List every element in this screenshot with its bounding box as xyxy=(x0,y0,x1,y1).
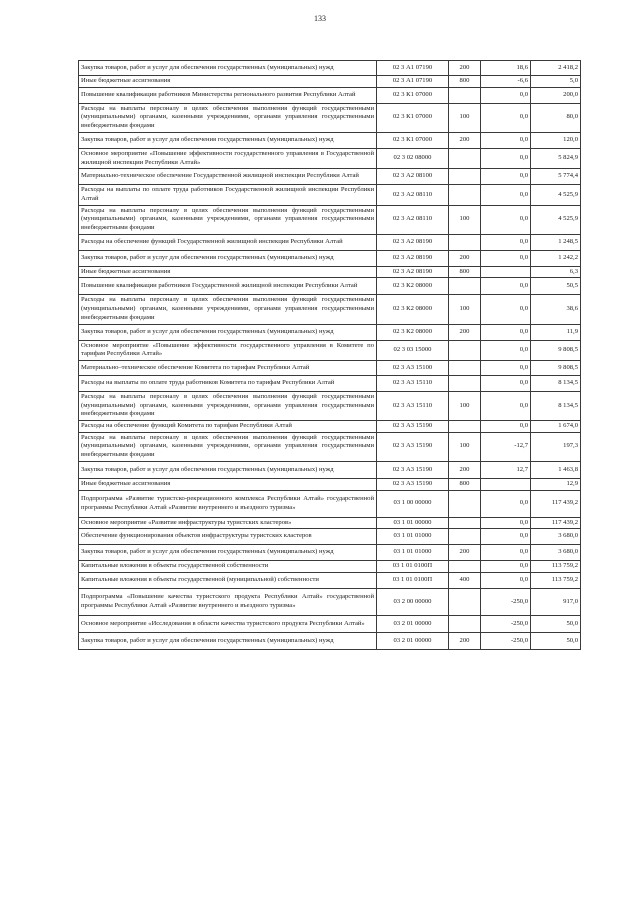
row-expense-type: 100 xyxy=(449,103,481,132)
row-target-code: 02 3 А3 15100 xyxy=(377,360,449,375)
table-row xyxy=(79,432,581,461)
row-change-amount: 0,0 xyxy=(481,517,531,529)
row-target-code: 02 3 А3 15110 xyxy=(377,391,449,420)
row-expense-type xyxy=(449,421,481,433)
row-target-code: 03 1 01 01000 xyxy=(377,545,449,561)
row-change-amount: 0,0 xyxy=(481,375,531,391)
row-expense-type xyxy=(449,490,481,517)
row-expense-type xyxy=(449,234,481,250)
row-item-name: Закупка товаров, работ и услуг для обеспечения государственных (муниципальных) нужд xyxy=(79,632,377,649)
row-target-code: 02 3 А1 07190 xyxy=(377,76,449,88)
row-total-amount: 113 759,2 xyxy=(531,561,581,573)
table-row xyxy=(79,490,581,517)
row-change-amount: 0,0 xyxy=(481,132,531,148)
row-change-amount: 0,0 xyxy=(481,87,531,103)
row-expense-type xyxy=(449,87,481,103)
row-expense-type: 200 xyxy=(449,250,481,266)
row-change-amount: -250,0 xyxy=(481,615,531,632)
budget-table xyxy=(78,60,581,650)
row-total-amount: 8 134,5 xyxy=(531,375,581,391)
row-expense-type xyxy=(449,360,481,375)
row-total-amount: 1 242,2 xyxy=(531,250,581,266)
row-item-name: Повышение квалификации работников Министерства регионального развития Республики Алтай xyxy=(79,87,377,103)
table-row xyxy=(79,148,581,168)
table-row xyxy=(79,234,581,250)
table-row xyxy=(79,360,581,375)
row-total-amount: 3 680,0 xyxy=(531,529,581,545)
row-target-code: 02 3 А3 15190 xyxy=(377,478,449,490)
row-expense-type: 100 xyxy=(449,432,481,461)
row-target-code: 03 2 01 00000 xyxy=(377,632,449,649)
row-total-amount: 117 439,2 xyxy=(531,490,581,517)
row-item-name: Повышение квалификации работников Государственной жилищной инспекции Республики Алтай xyxy=(79,278,377,295)
row-item-name: Основное мероприятие «Исследования в области качества туристского продукта Республики Алтай» xyxy=(79,615,377,632)
row-expense-type xyxy=(449,278,481,295)
row-target-code: 03 2 01 00000 xyxy=(377,615,449,632)
row-target-code: 02 3 К2 08000 xyxy=(377,324,449,340)
row-target-code: 02 3 К1 07000 xyxy=(377,87,449,103)
table-row xyxy=(79,588,581,615)
table-row xyxy=(79,615,581,632)
row-total-amount: 200,0 xyxy=(531,87,581,103)
row-expense-type: 200 xyxy=(449,61,481,76)
row-expense-type: 100 xyxy=(449,205,481,234)
row-total-amount: 9 808,5 xyxy=(531,340,581,360)
table-row xyxy=(79,295,581,324)
row-target-code: 03 1 01 0100П xyxy=(377,572,449,588)
row-expense-type xyxy=(449,517,481,529)
row-change-amount: 0,0 xyxy=(481,421,531,433)
row-expense-type xyxy=(449,148,481,168)
row-total-amount: 917,0 xyxy=(531,588,581,615)
table-row xyxy=(79,545,581,561)
row-item-name: Расходы на выплаты персоналу в целях обеспечения выполнения функций государственными (муниципальными) органами, казенными учреждениями, органами управления государственными внебюджетными фондами xyxy=(79,295,377,324)
row-item-name: Иные бюджетные ассигнования xyxy=(79,266,377,278)
row-change-amount xyxy=(481,266,531,278)
row-expense-type xyxy=(449,615,481,632)
row-total-amount: 38,6 xyxy=(531,295,581,324)
row-total-amount: 50,5 xyxy=(531,278,581,295)
row-total-amount: 11,9 xyxy=(531,324,581,340)
row-item-name: Расходы на выплаты по оплате труда работников Государственной жилищной инспекции Республики Алтай xyxy=(79,185,377,205)
row-expense-type: 800 xyxy=(449,76,481,88)
row-target-code: 02 3 К2 08000 xyxy=(377,295,449,324)
row-item-name: Капитальные вложения в объекты государственной (муниципальной) собственности xyxy=(79,572,377,588)
row-expense-type: 200 xyxy=(449,461,481,478)
row-target-code: 03 2 00 00000 xyxy=(377,588,449,615)
row-total-amount: 120,0 xyxy=(531,132,581,148)
row-total-amount: 6,3 xyxy=(531,266,581,278)
table-row xyxy=(79,76,581,88)
row-change-amount: 0,0 xyxy=(481,561,531,573)
row-target-code: 02 3 А2 08190 xyxy=(377,234,449,250)
row-target-code: 03 1 01 00000 xyxy=(377,517,449,529)
row-item-name: Расходы на выплаты персоналу в целях обеспечения выполнения функций государственными (муниципальными) органами, казенными учреждениями, органами управления государственными внебюджетными фондами xyxy=(79,432,377,461)
table-row xyxy=(79,132,581,148)
row-target-code: 02 3 03 15000 xyxy=(377,340,449,360)
table-row xyxy=(79,278,581,295)
row-total-amount: 1 674,0 xyxy=(531,421,581,433)
table-row xyxy=(79,87,581,103)
table-row xyxy=(79,561,581,573)
row-expense-type: 100 xyxy=(449,391,481,420)
row-change-amount: 18,6 xyxy=(481,61,531,76)
row-change-amount: 0,0 xyxy=(481,324,531,340)
row-total-amount: 50,0 xyxy=(531,615,581,632)
row-target-code: 03 1 01 0100П xyxy=(377,561,449,573)
row-item-name: Подпрограмма «Повышение качества туристского продукта Республики Алтай» государственной программы Республики Алтай «Развитие внутреннего и въездного туризма» xyxy=(79,588,377,615)
page-number: 133 xyxy=(314,14,326,23)
row-expense-type: 200 xyxy=(449,132,481,148)
row-item-name: Расходы на выплаты персоналу в целях обеспечения выполнения функций государственными (муниципальными) органами, казенными учреждениями, органами управления государственными внебюджетными фондами xyxy=(79,391,377,420)
row-expense-type: 800 xyxy=(449,266,481,278)
row-target-code: 02 3 А3 15190 xyxy=(377,432,449,461)
row-target-code: 02 3 А3 15110 xyxy=(377,375,449,391)
row-total-amount: 4 525,9 xyxy=(531,205,581,234)
row-item-name: Материально–техническое обеспечение Комитета по тарифам Республики Алтай xyxy=(79,360,377,375)
table-row xyxy=(79,324,581,340)
row-change-amount: 0,0 xyxy=(481,572,531,588)
row-total-amount: 2 418,2 xyxy=(531,61,581,76)
row-change-amount: 0,0 xyxy=(481,250,531,266)
table-row xyxy=(79,266,581,278)
row-item-name: Капитальные вложения в объекты государственной собственности xyxy=(79,561,377,573)
row-total-amount: 5 774,4 xyxy=(531,169,581,185)
row-change-amount: 0,0 xyxy=(481,185,531,205)
row-expense-type xyxy=(449,340,481,360)
row-item-name: Расходы на обеспечение функций Государственной жилищной инспекции Республики Алтай xyxy=(79,234,377,250)
table-row xyxy=(79,375,581,391)
row-item-name: Закупка товаров, работ и услуг для обеспечения государственных (муниципальных) нужд xyxy=(79,250,377,266)
row-total-amount: 50,0 xyxy=(531,632,581,649)
table-row xyxy=(79,103,581,132)
row-target-code: 02 3 К2 08000 xyxy=(377,278,449,295)
row-target-code: 02 3 А2 08110 xyxy=(377,205,449,234)
row-expense-type xyxy=(449,169,481,185)
table-row xyxy=(79,250,581,266)
row-item-name: Закупка товаров, работ и услуг для обеспечения государственных (муниципальных) нужд xyxy=(79,132,377,148)
row-change-amount: 0,0 xyxy=(481,103,531,132)
table-row xyxy=(79,169,581,185)
row-target-code: 02 3 А1 07190 xyxy=(377,61,449,76)
row-change-amount: 0,0 xyxy=(481,205,531,234)
row-expense-type: 200 xyxy=(449,324,481,340)
row-change-amount: -250,0 xyxy=(481,632,531,649)
row-item-name: Закупка товаров, работ и услуг для обеспечения государственных (муниципальных) нужд xyxy=(79,61,377,76)
row-item-name: Основное мероприятие «Повышение эффективности государственного управления в Государственной жилищной инспекции Республики Алтай» xyxy=(79,148,377,168)
row-change-amount: 0,0 xyxy=(481,340,531,360)
row-item-name: Материально-техническое обеспечение Государственной жилищной инспекции Республики Алтай xyxy=(79,169,377,185)
row-expense-type xyxy=(449,375,481,391)
row-change-amount xyxy=(481,478,531,490)
table-row xyxy=(79,391,581,420)
table-row xyxy=(79,421,581,433)
row-target-code: 03 1 01 01000 xyxy=(377,529,449,545)
row-target-code: 02 3 А3 15190 xyxy=(377,421,449,433)
row-total-amount: 8 134,5 xyxy=(531,391,581,420)
row-total-amount: 4 525,9 xyxy=(531,185,581,205)
row-item-name: Закупка товаров, работ и услуг для обеспечения государственных (муниципальных) нужд xyxy=(79,461,377,478)
row-change-amount: -12,7 xyxy=(481,432,531,461)
row-change-amount: 0,0 xyxy=(481,234,531,250)
table-row xyxy=(79,517,581,529)
table-row xyxy=(79,61,581,76)
row-item-name: Основное мероприятие «Повышение эффективности государственного управления в Комитете по тарифам Республики Алтай» xyxy=(79,340,377,360)
row-total-amount: 113 759,2 xyxy=(531,572,581,588)
row-item-name: Закупка товаров, работ и услуг для обеспечения государственных (муниципальных) нужд xyxy=(79,545,377,561)
table-row xyxy=(79,478,581,490)
row-total-amount: 12,9 xyxy=(531,478,581,490)
row-expense-type: 200 xyxy=(449,632,481,649)
row-expense-type xyxy=(449,588,481,615)
table-row xyxy=(79,185,581,205)
table-row xyxy=(79,572,581,588)
row-expense-type: 100 xyxy=(449,295,481,324)
row-total-amount: 1 463,8 xyxy=(531,461,581,478)
table-row xyxy=(79,632,581,649)
row-target-code: 02 3 К1 07000 xyxy=(377,103,449,132)
row-change-amount: 0,0 xyxy=(481,529,531,545)
row-total-amount: 80,0 xyxy=(531,103,581,132)
row-change-amount: 0,0 xyxy=(481,278,531,295)
row-item-name: Основное мероприятие «Развитие инфраструктуры туристских кластеров» xyxy=(79,517,377,529)
row-target-code: 02 3 А2 08100 xyxy=(377,169,449,185)
row-target-code: 02 3 А2 08190 xyxy=(377,250,449,266)
table-row xyxy=(79,461,581,478)
row-item-name: Расходы на обеспечение функций Комитета по тарифам Республики Алтай xyxy=(79,421,377,433)
row-expense-type: 400 xyxy=(449,572,481,588)
row-total-amount: 1 248,5 xyxy=(531,234,581,250)
row-item-name: Иные бюджетные ассигнования xyxy=(79,478,377,490)
row-item-name: Расходы на выплаты персоналу в целях обеспечения выполнения функций государственными (муниципальными) органами, казенными учреждениями, органами управления государственными внебюджетными фондами xyxy=(79,103,377,132)
row-change-amount: 12,7 xyxy=(481,461,531,478)
row-expense-type xyxy=(449,185,481,205)
row-change-amount: 0,0 xyxy=(481,169,531,185)
row-item-name: Закупка товаров, работ и услуг для обеспечения государственных (муниципальных) нужд xyxy=(79,324,377,340)
row-change-amount: -250,0 xyxy=(481,588,531,615)
row-change-amount: -6,6 xyxy=(481,76,531,88)
row-expense-type xyxy=(449,561,481,573)
row-item-name: Расходы на выплаты по оплате труда работников Комитета по тарифам Республики Алтай xyxy=(79,375,377,391)
row-total-amount: 5,0 xyxy=(531,76,581,88)
row-item-name: Расходы на выплаты персоналу в целях обеспечения выполнения функций государственными (муниципальными) органами, казенными учреждениями, органами управления государственными внебюджетными фондами xyxy=(79,205,377,234)
row-total-amount: 117 439,2 xyxy=(531,517,581,529)
row-target-code: 02 3 К1 07000 xyxy=(377,132,449,148)
row-total-amount: 9 808,5 xyxy=(531,360,581,375)
table-row xyxy=(79,340,581,360)
row-target-code: 02 3 А2 08190 xyxy=(377,266,449,278)
row-target-code: 03 1 00 00000 xyxy=(377,490,449,517)
row-item-name: Иные бюджетные ассигнования xyxy=(79,76,377,88)
row-target-code: 02 3 02 08000 xyxy=(377,148,449,168)
row-change-amount: 0,0 xyxy=(481,360,531,375)
row-expense-type: 200 xyxy=(449,545,481,561)
budget-table-body xyxy=(79,61,581,650)
row-item-name: Подпрограмма «Развитие туристско-рекреационного комплекса Республики Алтай» государственной программы Республики Алтай «Развитие внутреннего и въездного туризма» xyxy=(79,490,377,517)
row-expense-type: 800 xyxy=(449,478,481,490)
row-change-amount: 0,0 xyxy=(481,490,531,517)
row-change-amount: 0,0 xyxy=(481,148,531,168)
row-target-code: 02 3 А3 15190 xyxy=(377,461,449,478)
table-row xyxy=(79,205,581,234)
row-total-amount: 3 680,0 xyxy=(531,545,581,561)
row-change-amount: 0,0 xyxy=(481,545,531,561)
row-change-amount: 0,0 xyxy=(481,295,531,324)
row-total-amount: 5 824,9 xyxy=(531,148,581,168)
row-item-name: Обеспечение функционирования объектов инфраструктуры туристских кластеров xyxy=(79,529,377,545)
row-target-code: 02 3 А2 08110 xyxy=(377,185,449,205)
row-total-amount: 197,3 xyxy=(531,432,581,461)
row-expense-type xyxy=(449,529,481,545)
table-row xyxy=(79,529,581,545)
row-change-amount: 0,0 xyxy=(481,391,531,420)
